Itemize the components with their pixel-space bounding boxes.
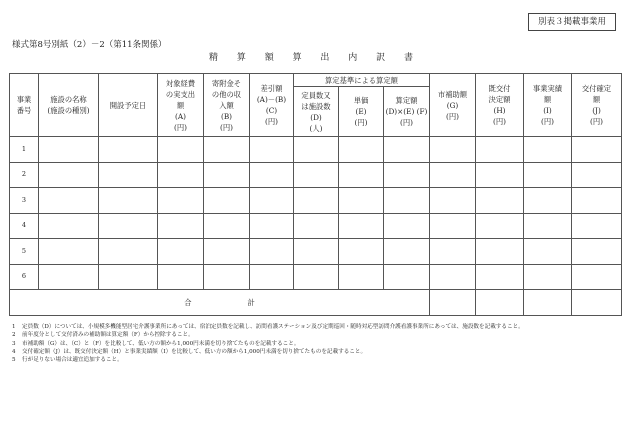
- row-number: 2: [10, 162, 39, 188]
- header-sashihiki: 差引額 (A)－(B) (C) (円): [250, 74, 294, 137]
- header-kifu: 寄附金そ の他の収 入額 (B) (円): [204, 74, 250, 137]
- total-row: [10, 290, 622, 316]
- note-item: 1 定員数（D）については、小規模多機能型居宅介護事業所にあっては、宿泊定員数を記載し、訪問看護ステーション及び定期巡回・随時対応型訪問介護看護事業所にあっては、施設数を記載すること。: [12, 324, 524, 330]
- header-kofukakutei: 交付確定 額 (J) (円): [572, 74, 622, 137]
- header-jisseki: 事業実績 額 (I) (円): [524, 74, 572, 137]
- row-number: 6: [10, 264, 39, 290]
- total-label: 合 計: [10, 290, 430, 316]
- note-item: 4 交付確定額（J）は、既交付決定額（H）と事業実績額（I）を比較して、低い方の額から1,000円未満を切り捨てたものを記載すること。: [12, 348, 367, 355]
- row-number: 1: [10, 137, 39, 163]
- row-number: 4: [10, 213, 39, 239]
- row-number: 3: [10, 188, 39, 214]
- note-item: 5 行が足りない場合は適宜追加すること。: [12, 357, 123, 364]
- header-kikofu: 既交付 決定額 (H) (円): [476, 74, 524, 137]
- header-shisetsu: 施設の名称 (施設の種別): [39, 74, 99, 137]
- table-row: [10, 213, 622, 239]
- table-row: [10, 239, 622, 265]
- header-taisho: 対象経費 の実支出 額 (A) (円): [158, 74, 204, 137]
- table-row: [10, 264, 622, 290]
- note-item: 2 前年度分として交付済みの補助額は算定額（F）から控除すること。: [12, 332, 194, 339]
- table-row: [10, 162, 622, 188]
- table-row: [10, 188, 622, 214]
- header-shihojo: 市補助額 (G) (円): [430, 74, 476, 137]
- header-tanka: 単価 (E) (円): [339, 87, 384, 137]
- document-title: 精 算 額 算 出 内 訳 書: [208, 53, 422, 63]
- notes: [12, 323, 622, 364]
- header-kaisetsu: 開設予定日: [99, 74, 158, 137]
- form-number: 様式第8号別紙（2）－2（第11条関係）: [12, 40, 167, 50]
- header-teiin: 定員数又 は施設数 (D) (人): [294, 87, 339, 137]
- table-row: [10, 137, 622, 163]
- header-santei: 算定額 (D)×(E) (F) (円): [384, 87, 430, 137]
- form-usage-tag: 別表３掲載事業用: [528, 13, 616, 31]
- row-number: 5: [10, 239, 39, 265]
- header-jigyo: 事業 番号: [10, 74, 39, 137]
- note-item: 3 市補助額（G）は、（C）と（F）を比較して、低い方の額から1,000円未満を切り捨てたものを記載すること。: [12, 340, 300, 347]
- settlement-table: [9, 73, 622, 316]
- header-group-santei: 算定基準による算定額: [294, 74, 430, 87]
